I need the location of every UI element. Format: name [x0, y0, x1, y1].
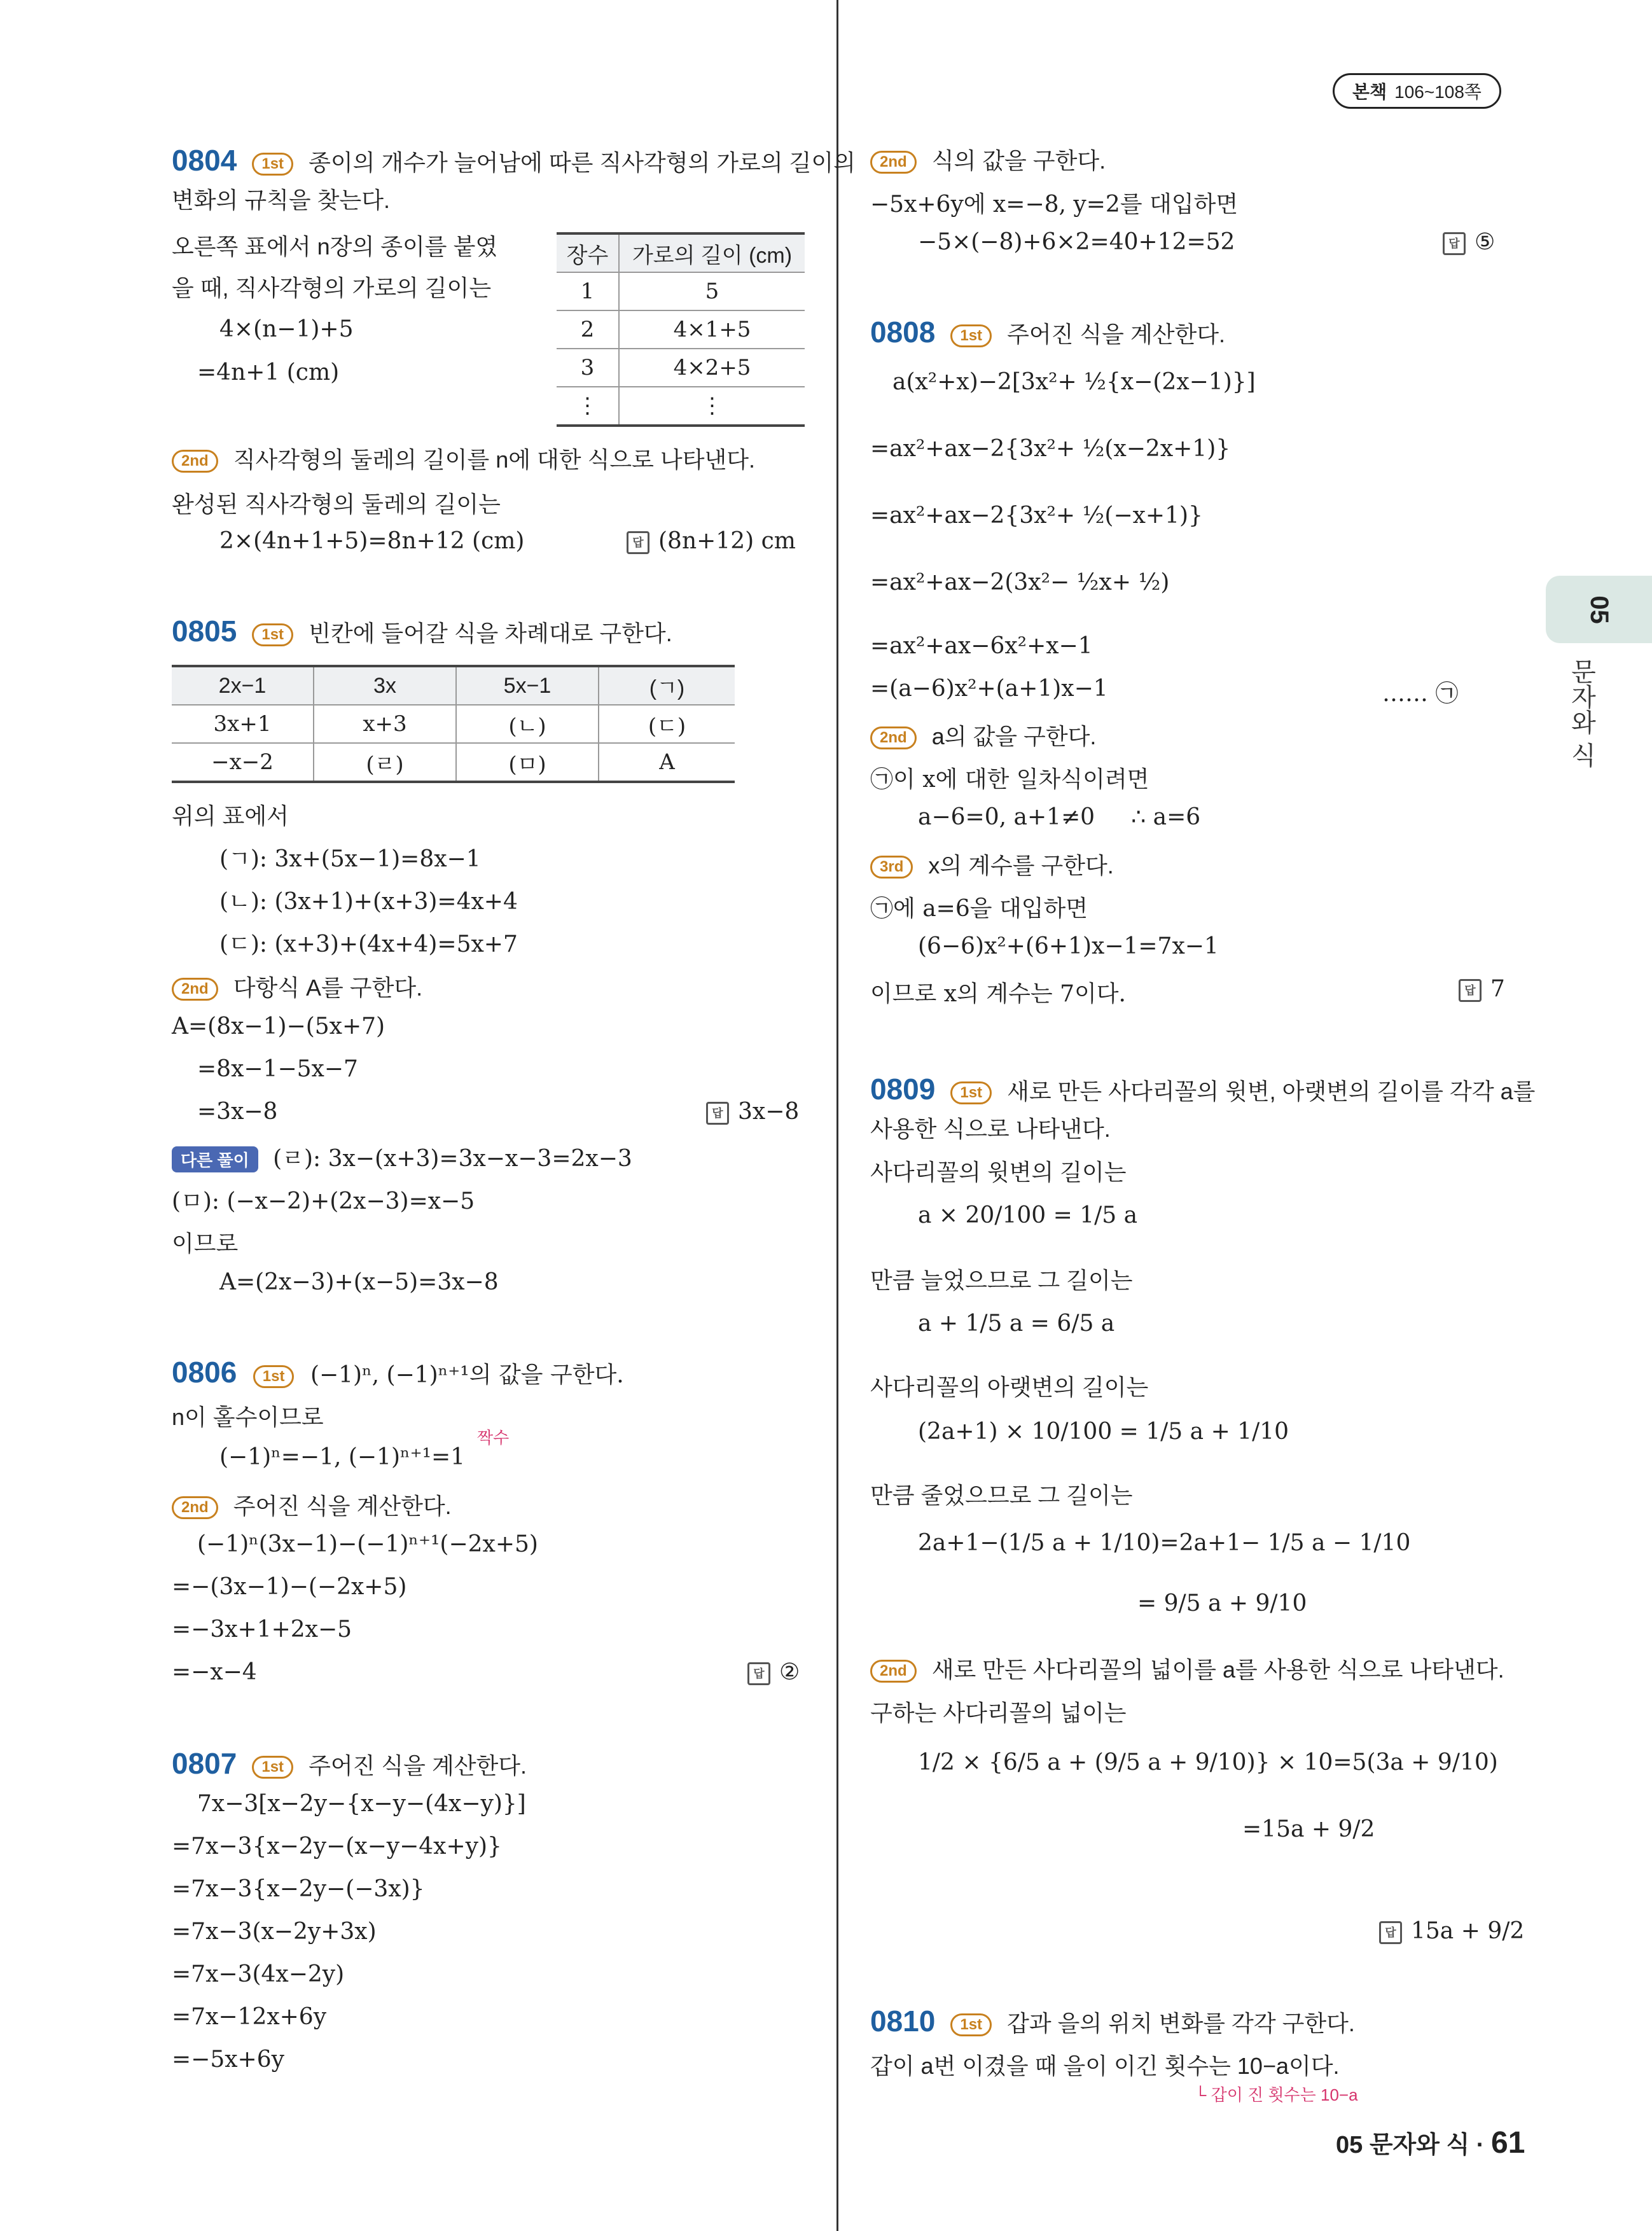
equation: =4n+1 (cm) [197, 359, 340, 386]
annotation-note: └ 갑이 진 횟수는 10−a [1195, 2085, 1358, 2104]
equation: =7x−3(4x−2y) [172, 1961, 345, 1987]
answer-value: ② [779, 1659, 800, 1685]
table-cell: 3x [314, 666, 456, 705]
chapter-tab [1546, 576, 1652, 643]
body-text: ㉠이 x에 대한 일차식이려면 [870, 767, 1149, 793]
problem-0806-header [172, 1355, 624, 1389]
problem-0807-header [172, 1746, 527, 1781]
answer [627, 528, 796, 554]
body-text: 이므로 [172, 1230, 239, 1256]
answer-icon: 답 [1459, 979, 1482, 1002]
equation: a + 1/5 a = 6/5 a [918, 1310, 1115, 1337]
equation: =ax²+ax−6x²+x−1 [870, 633, 1093, 659]
step-badge-2nd: 2nd [172, 1496, 218, 1519]
body-text: 사다리꼴의 윗변의 길이는 [870, 1159, 1127, 1185]
chapter-tab-label: 문자와 식 [1567, 658, 1595, 768]
answer [747, 1659, 800, 1685]
step-text-continued: 사용한 식으로 나타낸다. [870, 1116, 1111, 1142]
equation: 7x−3[x−2y−{x−y−(4x−y)}] [197, 1791, 526, 1817]
step-text: 갑과 을의 위치 변화를 각각 구한다. [1007, 2010, 1355, 2036]
equation: (−1)ⁿ=−1, (−1)ⁿ⁺¹=1 [219, 1444, 466, 1470]
equation: = 9/5 a + 9/10 [1137, 1590, 1307, 1616]
body-text: 이므로 x의 계수는 7이다. [870, 981, 1126, 1007]
step-text: 주어진 식을 계산한다. [1007, 321, 1226, 347]
chapter-tab-number: 05 [1585, 595, 1613, 624]
body-text: 완성된 직사각형의 둘레의 길이는 [172, 491, 501, 517]
step-badge-3rd: 3rd [870, 856, 913, 879]
step-badge-1st: 1st [950, 324, 992, 347]
answer-icon: 답 [1443, 232, 1466, 255]
table-cell: 5 [619, 272, 805, 310]
table-cell: ⋮ [557, 387, 619, 426]
step-badge-2nd: 2nd [870, 1660, 917, 1683]
equation: =−5x+6y [172, 2047, 284, 2073]
step-badge-1st: 1st [253, 1365, 295, 1388]
problem-0805-header [172, 614, 672, 648]
problem-number: 0806 [172, 1356, 237, 1389]
problem-number: 0808 [870, 316, 936, 349]
step-text: 식의 값을 구한다. [931, 148, 1106, 174]
table-cell: 4×2+5 [619, 349, 805, 387]
step-text: 새로 만든 사다리꼴의 넓이를 a를 사용한 식으로 나타낸다. [931, 1657, 1504, 1683]
table-cell: A [599, 743, 735, 782]
answer-value: 15a + 9/2 [1411, 1918, 1525, 1944]
footer-chapter: 05 문자와 식 [1336, 2132, 1470, 2158]
body-text: −5x+6y에 x=−8, y=2를 대입하면 [870, 191, 1239, 218]
equation: =7x−3(x−2y+3x) [172, 1919, 377, 1945]
equation: =ax²+ax−2{3x²+ ½(−x+1)} [870, 503, 1203, 529]
body-text: 갑이 a번 이겼을 때 을이 이긴 횟수는 10−a이다. [870, 2053, 1340, 2079]
body-text: 만큼 늘었으므로 그 길이는 [870, 1267, 1133, 1293]
reference-pages: 106~108쪽 [1394, 82, 1482, 102]
body-text: 구하는 사다리꼴의 넓이는 [870, 1700, 1127, 1726]
step-row [172, 970, 422, 1003]
equation: =ax²+ax−2(3x²− ½x+ ½) [870, 569, 1170, 595]
step-badge-2nd: 2nd [172, 450, 218, 473]
answer [706, 1099, 799, 1125]
table-cell: (ㄴ) [456, 705, 599, 743]
equation: =−x−4 [172, 1659, 257, 1685]
table-cell: x+3 [314, 705, 456, 743]
problem-number: 0810 [870, 2005, 936, 2038]
table-cell: 1 [557, 272, 619, 310]
answer [1459, 976, 1505, 1002]
answer-icon: 답 [706, 1102, 729, 1125]
answer-value: (8n+12) cm [658, 528, 796, 554]
table-cell: 2x−1 [172, 666, 314, 705]
problem-number: 0809 [870, 1073, 936, 1106]
equation: (ㄱ): 3x+(5x−1)=8x−1 [219, 846, 481, 872]
step-row [172, 1489, 452, 1521]
body-text: 만큼 줄었으므로 그 길이는 [870, 1482, 1133, 1508]
equation: (ㄴ): (3x+1)+(x+3)=4x+4 [219, 889, 518, 915]
answer-icon: 답 [627, 531, 649, 554]
table-cell: (ㅁ) [456, 743, 599, 782]
problem-0809-header [870, 1072, 1535, 1106]
problem-0808-header [870, 315, 1225, 349]
step-text: 직사각형의 둘레의 길이를 n에 대한 식으로 나타낸다. [233, 447, 756, 473]
step-row [870, 143, 1106, 176]
answer-value: ⑤ [1475, 229, 1496, 255]
equation-marker: …… ㉠ [1382, 681, 1459, 707]
annotation-note: 짝수 [477, 1428, 510, 1447]
step-text: 종이의 개수가 늘어남에 따른 직사각형의 가로의 길이의 [309, 149, 856, 176]
step-badge-2nd: 2nd [870, 726, 917, 749]
step-text: 다항식 A를 구한다. [233, 975, 423, 1001]
answer [1379, 1918, 1524, 1944]
expression-table [172, 665, 735, 783]
table-cell: (ㄱ) [599, 666, 735, 705]
equation: a−6=0, a+1≠0 ∴ a=6 [918, 804, 1201, 830]
step-badge-1st: 1st [950, 1081, 992, 1104]
step-badge-2nd: 2nd [172, 978, 218, 1001]
problem-number: 0805 [172, 615, 237, 648]
step-badge-1st: 1st [252, 1756, 293, 1779]
answer-value: 7 [1490, 976, 1505, 1002]
step-row [870, 1652, 1504, 1685]
step-text: 주어진 식을 계산한다. [309, 1753, 527, 1779]
equation: =8x−1−5x−7 [197, 1056, 358, 1082]
body-text: 위의 표에서 [172, 803, 289, 829]
step-badge-1st: 1st [252, 623, 293, 646]
step-badge-2nd: 2nd [870, 151, 917, 174]
step-text: (−1)ⁿ, (−1)ⁿ⁺¹의 값을 구한다. [310, 1362, 624, 1388]
equation: =3x−8 [197, 1099, 278, 1125]
page-number: 61 [1491, 2126, 1525, 2160]
equation: 2×(4n+1+5)=8n+12 (cm) [219, 528, 525, 554]
table-cell: 2 [557, 310, 619, 349]
equation: 4×(n−1)+5 [219, 316, 354, 342]
step-row [870, 848, 1114, 880]
equation: (2a+1) × 10/100 = 1/5 a + 1/10 [918, 1419, 1289, 1445]
body-text: 오른쪽 표에서 n장의 종이를 붙였 [172, 233, 498, 260]
problem-0804-header [172, 143, 856, 177]
equation: 2a+1−(1/5 a + 1/10)=2a+1− 1/5 a − 1/10 [918, 1530, 1411, 1556]
step-text: 주어진 식을 계산한다. [233, 1493, 452, 1519]
answer-icon: 답 [1379, 1921, 1402, 1944]
equation: =7x−12x+6y [172, 2004, 327, 2030]
body-text: 을 때, 직사각형의 가로의 길이는 [172, 275, 492, 301]
body-text: n이 홀수이므로 [172, 1404, 324, 1430]
step-badge-1st: 1st [252, 153, 293, 176]
answer-value: 3x−8 [738, 1099, 800, 1125]
page-footer: 05 문자와 식 · 61 [1336, 2126, 1525, 2160]
equation: =15a + 9/2 [1242, 1816, 1375, 1842]
equation: =7x−3{x−2y−(−3x)} [172, 1876, 425, 1902]
table-cell: (ㄹ) [314, 743, 456, 782]
step-text: a의 값을 구한다. [931, 723, 1097, 749]
equation: a × 20/100 = 1/5 a [918, 1202, 1138, 1228]
table-cell: (ㄷ) [599, 705, 735, 743]
equation: A=(8x−1)−(5x+7) [172, 1013, 385, 1039]
answer-icon: 답 [747, 1662, 770, 1685]
alternative-solution-badge: 다른 풀이 [172, 1146, 258, 1172]
reference-label: 본책 [1352, 82, 1387, 102]
problem-0810-header [870, 2004, 1355, 2038]
equation: (ㅁ): (−x−2)+(2x−3)=x−5 [172, 1188, 475, 1214]
equation: =ax²+ax−2{3x²+ ½(x−2x+1)} [870, 436, 1231, 462]
step-text: 새로 만든 사다리꼴의 윗변, 아랫변의 길이를 각각 a를 [1007, 1078, 1536, 1104]
body-text: 사다리꼴의 아랫변의 길이는 [870, 1374, 1149, 1400]
table-cell: 3x+1 [172, 705, 314, 743]
step-row [172, 442, 755, 475]
step-row [870, 719, 1096, 751]
problem-number: 0807 [172, 1747, 237, 1780]
answer [1443, 229, 1495, 255]
equation: =(a−6)x²+(a+1)x−1 [870, 676, 1108, 702]
equation: −5×(−8)+6×2=40+12=52 [918, 229, 1235, 255]
table-cell: ⋮ [619, 387, 805, 426]
table-cell: −x−2 [172, 743, 314, 782]
step-badge-1st: 1st [950, 2013, 992, 2036]
problem-number: 0804 [172, 144, 237, 177]
step-text-continued: 변화의 규칙을 찾는다. [172, 187, 390, 213]
alternative-solution-row [172, 1141, 632, 1173]
equation: (ㄹ): 3x−(x+3)=3x−x−3=2x−3 [273, 1146, 632, 1172]
table-cell: 5x−1 [456, 666, 599, 705]
sheet-count-table [557, 232, 805, 427]
table-cell: 3 [557, 349, 619, 387]
body-text: ㉠에 a=6을 대입하면 [870, 896, 1088, 922]
table-header: 가로의 길이 (cm) [619, 233, 805, 272]
column-divider [836, 0, 838, 2231]
equation: (−1)ⁿ(3x−1)−(−1)ⁿ⁺¹(−2x+5) [197, 1531, 538, 1557]
equation: =−3x+1+2x−5 [172, 1616, 352, 1643]
equation: A=(2x−3)+(x−5)=3x−8 [219, 1269, 499, 1295]
equation: (ㄷ): (x+3)+(4x+4)=5x+7 [219, 931, 518, 957]
equation: 1/2 × {6/5 a + (9/5 a + 9/10)} × 10=5(3a + 9/10) [918, 1749, 1498, 1776]
table-cell: 4×1+5 [619, 310, 805, 349]
equation: =−(3x−1)−(−2x+5) [172, 1574, 407, 1600]
equation: a(x²+x)−2[3x²+ ½{x−(2x−1)}] [892, 369, 1256, 395]
reference-badge [1333, 73, 1501, 109]
table-header: 장수 [557, 233, 619, 272]
equation: (6−6)x²+(6+1)x−1=7x−1 [918, 933, 1219, 959]
step-text: 빈칸에 들어갈 식을 차례대로 구한다. [309, 620, 672, 646]
step-text: x의 계수를 구한다. [928, 852, 1114, 879]
equation: =7x−3{x−2y−(x−y−4x+y)} [172, 1833, 502, 1859]
